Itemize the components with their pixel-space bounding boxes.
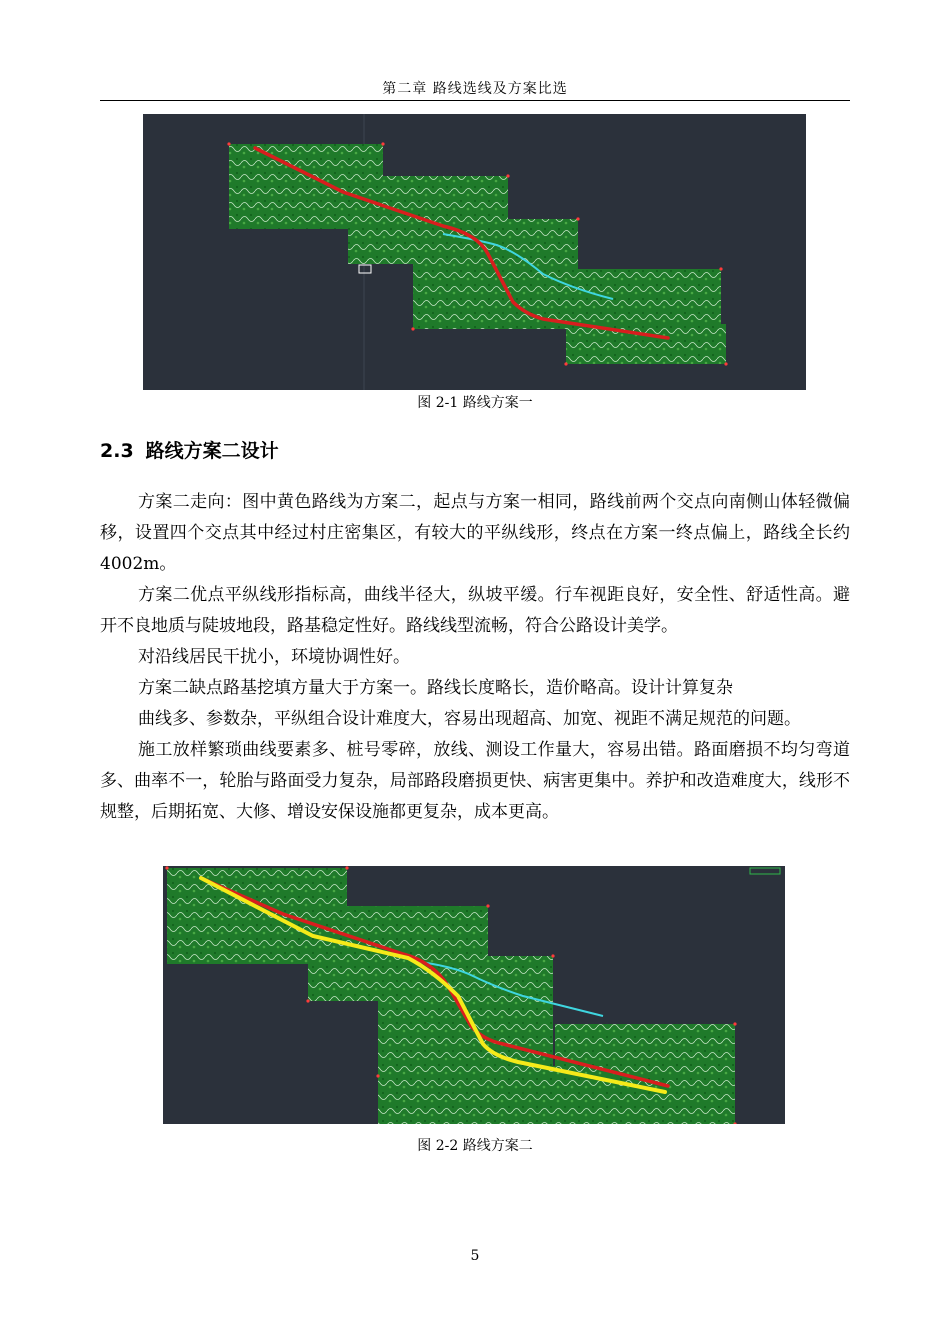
terrain-tile: [413, 219, 578, 329]
terrain-tile: [378, 1066, 558, 1124]
running-header: 第二章 路线选线及方案比选: [382, 81, 568, 97]
figure-caption-one: 图 2-1 路线方案一: [417, 395, 533, 411]
page-number: 5: [470, 1248, 480, 1264]
paragraph: 对沿线居民干扰小，环境协调性好。: [138, 647, 410, 667]
viewport-widget: [750, 868, 780, 874]
figure-route-plan-one: [143, 114, 806, 390]
paragraph: 方案二优点平纵线形指标高，曲线半径大，纵坡平缓。行车视距良好，安全性、舒适性高。避开不良地质与陡坡地段，路基稳定性好。路线线型流畅，符合公路设计美学。: [100, 585, 850, 636]
route-plan-two-drawing: [163, 866, 785, 1124]
section-title: 路线方案二设计: [145, 440, 279, 462]
terrain-tile: [566, 324, 726, 364]
section-number: 2.3: [100, 440, 134, 462]
paragraph: 曲线多、参数杂，平纵组合设计难度大，容易出现超高、加宽、视距不满足规范的问题。: [138, 709, 801, 729]
figure-caption-two: 图 2-2 路线方案二: [417, 1138, 533, 1154]
section-heading: [100, 436, 279, 463]
figure-route-plan-two: [163, 866, 785, 1124]
paragraph: 方案二缺点路基挖填方量大于方案一。路线长度略长，造价略高。设计计算复杂: [138, 678, 733, 698]
body-text: [100, 487, 850, 828]
cursor-marker: [359, 265, 371, 273]
paragraph: 施工放样繁琐曲线要素多、桩号零碎，放线、测设工作量大，容易出错。路面磨损不均匀弯道多、曲率不一，轮胎与路面受力复杂，局部路段磨损更快、病害更集中。养护和改造难度大，线形不规整，后期拓宽、大修、增设安保设施都更复杂，成本更高。: [100, 740, 850, 822]
route-plan-one-drawing: [143, 114, 806, 390]
paragraph: 方案二走向：图中黄色路线为方案二，起点与方案一相同，路线前两个交点向南侧山体轻微偏移，设置四个交点其中经过村庄密集区，有较大的平纵线形，终点在方案一终点偏上，路线全长约 4002m。: [100, 492, 850, 574]
header-rule: [100, 100, 850, 101]
